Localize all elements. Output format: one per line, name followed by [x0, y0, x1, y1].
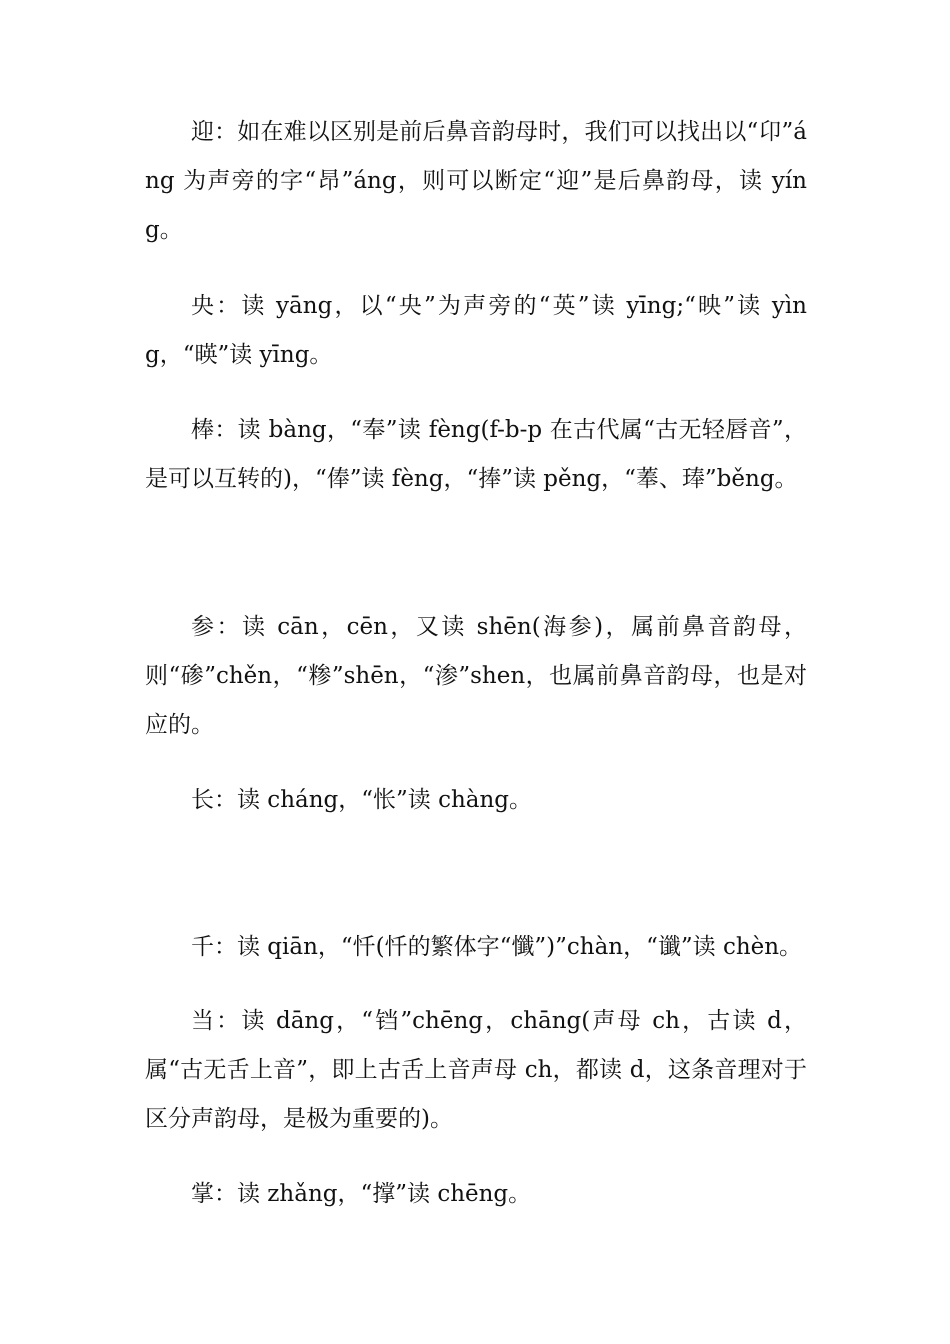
paragraph-qian: 千：读 qiān，“忏(忏的繁体字“懺”)”chàn，“谶”读 chèn。 [191, 934, 803, 960]
paragraph-can: 参：读 cān，cēn，又读 shēn(海参)，属前鼻音韵母，则“碜”chěn，“糁”shēn，“渗”shen，也属前鼻音韵母，也是对应的。 [145, 614, 807, 738]
paragraph-ying: 迎：如在难以区别是前后鼻音韵母时，我们可以找出以“卬”áng 为声旁的字“昂”áng，则可以断定“迎”是后鼻韵母，读 yíng。 [145, 119, 807, 243]
paragraph-bang: 棒：读 bàng，“奉”读 fèng(f-b-p 在古代属“古无轻唇音”，是可以互转的)，“俸”读 fèng，“捧”读 pěng，“菶、琫”běng。 [145, 417, 807, 492]
paragraph-yang: 央：读 yāng，以“央”为声旁的“英”读 yīng;“映”读 yìng，“暎”读 yīng。 [145, 293, 807, 368]
paragraph-dang: 当：读 dāng，“铛”chēng，chāng(声母 ch，古读 d，属“古无舌上音”，即上古舌上音声母 ch，都读 d，这条音理对于区分声韵母，是极为重要的)。 [145, 1008, 807, 1132]
paragraph-zhang: 掌：读 zhǎng，“撑”读 chēng。 [191, 1181, 532, 1207]
paragraph-chang: 长：读 cháng，“怅”读 chàng。 [191, 787, 533, 813]
